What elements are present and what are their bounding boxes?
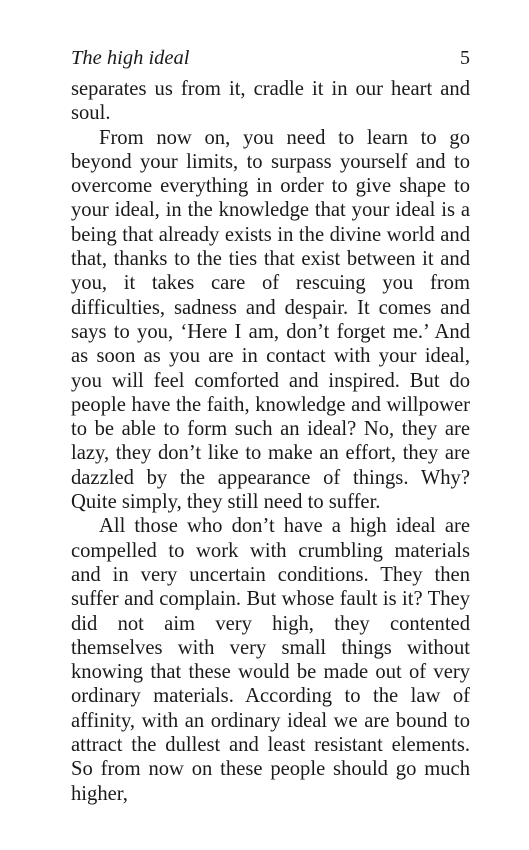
- running-header: [71, 46, 470, 70]
- paragraph-continuation: separates us from it, cradle it in our heart and soul.: [71, 78, 470, 125]
- body-text: [71, 77, 470, 806]
- page-number: 5: [460, 47, 470, 69]
- paragraph: From now on, you need to learn to go beyond your limits, to surpass yourself and to overcome everything in order to give shape to your ideal, in the knowledge that your ideal is a being that already exists in the divine world and that, thanks to the ties that exist between it and you, it takes care of rescuing you from difficulties, sadness and despair. It comes and says to you, ‘Here I am, don’t forget me.’ And as soon as you are in contact with your ideal, you will feel comforted and inspired. But do people have the faith, knowledge and willpower to be able to form such an ideal? No, they are lazy, they don’t like to make an effort, they are dazzled by the appearance of things. Why? Quite simply, they still need to suffer.: [71, 126, 470, 514]
- paragraph: All those who don’t have a high ideal are compelled to work with crumbling materials and in very uncertain conditions. They then suffer and complain. But whose fault is it? They did not aim very high, they contented themselves with very small things without knowing that these would be made out of very ordinary materials. According to the law of affinity, with an ordinary ideal we are bound to attract the dullest and least resistant elements. So from now on these people should go much higher,: [71, 515, 470, 805]
- running-title: The high ideal: [71, 47, 190, 69]
